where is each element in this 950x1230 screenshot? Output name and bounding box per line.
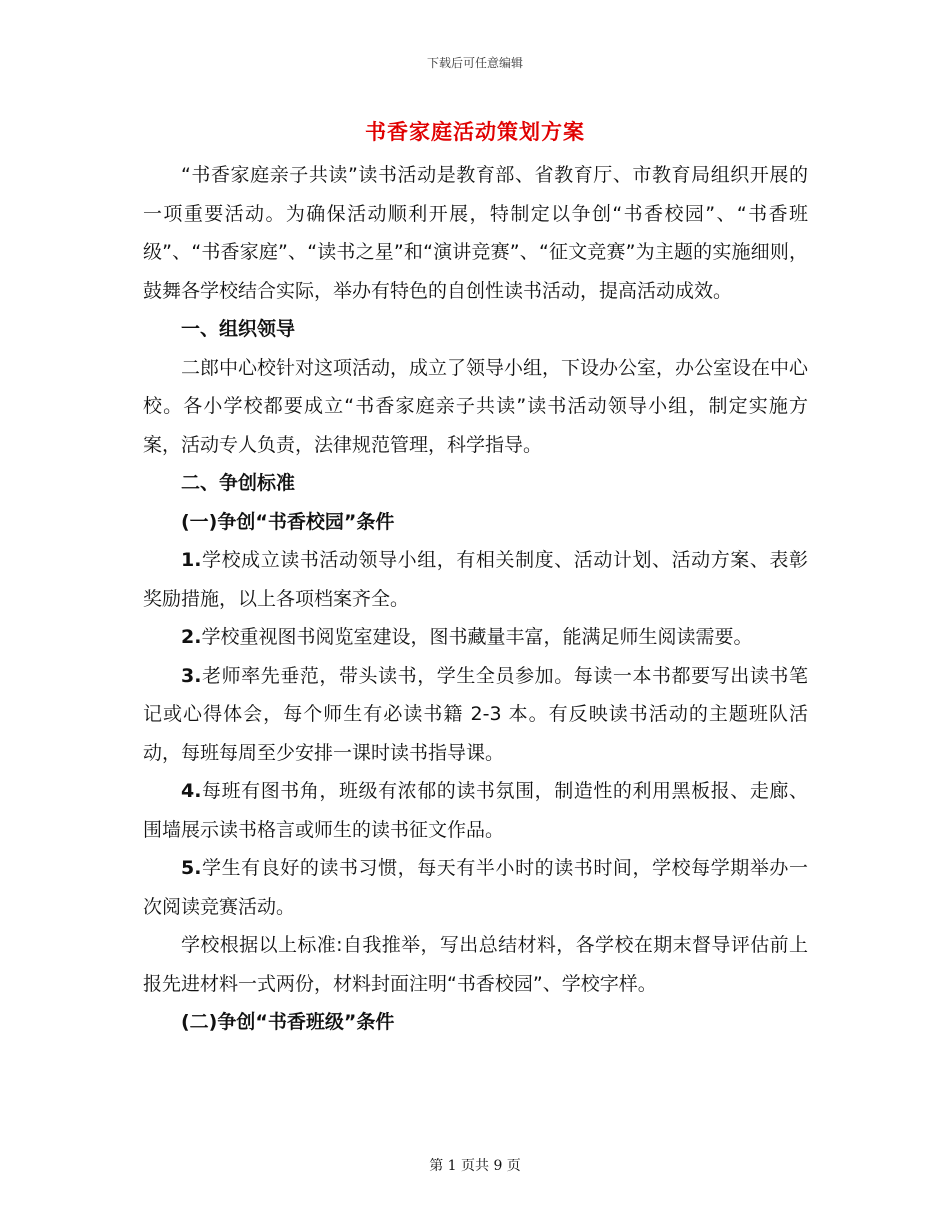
list-item bbox=[143, 541, 808, 618]
document-title: 书香家庭活动策划方案 bbox=[365, 120, 585, 144]
intro-paragraph: “书香家庭亲子共读”读书活动是教育部、省教育厅、市教育局组织开展的一项重要活动。为确保活动顺利开展，特制定以争创“书香校园”、“书香班级”、“书香家庭”、“读书之星”和“演讲竞赛”、“征文竞赛”为主题的实施细则，鼓舞各学校结合实际，举办有特色的自创性读书活动，提高活动成效。 bbox=[143, 164, 808, 302]
closing-paragraph: 学校根据以上标准:自我推举，写出总结材料，各学校在期末督导评估前上报先进材料一式两份，材料封面注明“书香校园”、学校字样。 bbox=[143, 934, 808, 995]
list-item bbox=[143, 849, 808, 926]
section-heading-standards: 二、争创标准 bbox=[181, 472, 296, 494]
section-heading-organization: 一、组织领导 bbox=[181, 318, 296, 340]
list-item bbox=[143, 772, 808, 849]
page-footer: 第 1 页共 9 页 bbox=[429, 1158, 521, 1174]
subsection-heading-campus: (一)争创“书香校园”条件 bbox=[181, 510, 395, 533]
document-body bbox=[143, 156, 808, 1042]
subsection-heading-class: (二)争创“书香班级”条件 bbox=[181, 1011, 395, 1033]
page-header: 下载后可任意编辑 bbox=[426, 56, 523, 70]
item-number: 5. bbox=[181, 857, 202, 879]
item-text: 老师率先垂范，带头读书，学生全员参加。每读一本书都要写出读书笔记或心得体会，每个师生有必读书籍 2-3 本。有反映读书活动的主题班队活动，每班每周至少安排一课时读书指导课。 bbox=[143, 664, 808, 764]
item-text: 学校重视图书阅览室建设，图书藏量丰富，能满足师生阅读需要。 bbox=[201, 626, 753, 648]
organization-paragraph: 二郎中心校针对这项活动，成立了领导小组，下设办公室，办公室设在中心校。各小学校都要成立“书香家庭亲子共读”读书活动领导小组，制定实施方案，活动专人负责，法律规范管理，科学指导。 bbox=[143, 356, 809, 456]
item-number: 1. bbox=[181, 549, 202, 571]
item-text: 每班有图书角，班级有浓郁的读书氛围，制造性的利用黑板报、走廊、围墙展示读书格言或师生的读书征文作品。 bbox=[143, 780, 808, 841]
list-item bbox=[143, 657, 808, 773]
item-number: 4. bbox=[181, 780, 202, 802]
item-text: 学校成立读书活动领导小组，有相关制度、活动计划、活动方案、表彰奖励措施，以上各项档案齐全。 bbox=[143, 549, 808, 610]
item-text: 学生有良好的读书习惯，每天有半小时的读书时间，学校每学期举办一次阅读竞赛活动。 bbox=[143, 857, 808, 918]
list-item bbox=[143, 618, 808, 657]
item-number: 2. bbox=[181, 626, 202, 648]
item-number: 3. bbox=[181, 664, 202, 687]
